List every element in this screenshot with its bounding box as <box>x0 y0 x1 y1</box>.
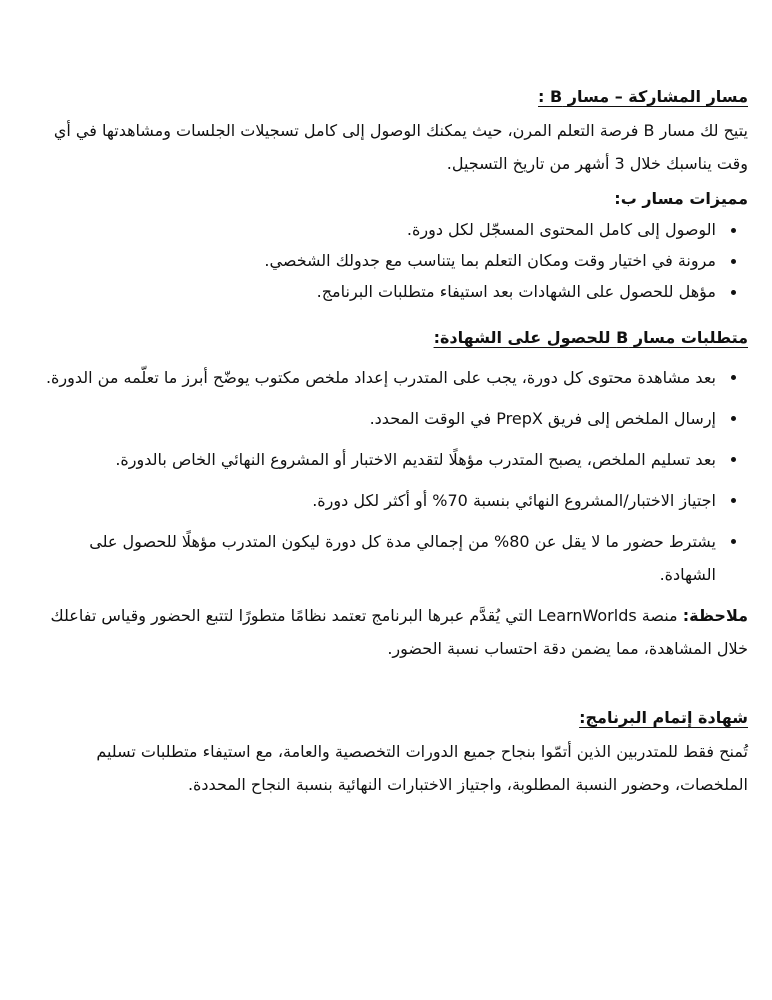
track-b-features-list <box>40 214 748 307</box>
requirements-list <box>40 361 748 591</box>
document-page <box>40 84 748 801</box>
requirements-heading <box>40 325 748 351</box>
track-b-intro: يتيح لك مسار B فرصة التعلم المرن، حيث يمكنك الوصول إلى كامل تسجيلات الجلسات ومشاهدتها في أي وقت يناسبك خلال 3 أشهر من تاريخ التسجيل. <box>53 121 748 173</box>
completion-certificate-body: تُمنح فقط للمتدربين الذين أتمّوا بنجاح جميع الدورات التخصصية والعامة، مع استيفاء متطلبات تسليم الملخصات، وحضور النسبة المطلوبة، واجتياز الاختبارات النهائية بنسبة النجاح المحددة. <box>96 742 748 794</box>
requirements-heading-text: متطلبات مسار B للحصول على الشهادة: <box>433 328 748 347</box>
note-text: منصة LearnWorlds التي يُقدَّم عبرها البرنامج تعتمد نظامًا متطورًا لتتبع الحضور وقياس تفاعلك خلال المشاهدة، مما يضمن دقة احتساب نسبة الحضور. <box>50 606 748 658</box>
requirement-item: بعد تسليم الملخص، يصبح المتدرب مؤهلًا لتقديم الاختبار أو المشروع النهائي الخاص بالدورة. <box>40 443 748 476</box>
track-b-features-heading: مميزات مسار ب: <box>614 189 748 208</box>
track-b-heading-text: مسار المشاركة – مسار B : <box>538 87 748 106</box>
feature-item: الوصول إلى كامل المحتوى المسجّل لكل دورة. <box>40 214 748 245</box>
requirement-item: إرسال الملخص إلى فريق PrepX في الوقت المحدد. <box>40 402 748 435</box>
note-label: ملاحظة: <box>682 606 748 625</box>
track-b-heading <box>40 84 748 110</box>
requirement-item: بعد مشاهدة محتوى كل دورة، يجب على المتدرب إعداد ملخص مكتوب يوضّح أبرز ما تعلّمه من الدورة. <box>40 361 748 394</box>
completion-certificate-heading <box>40 705 748 731</box>
feature-item: مؤهل للحصول على الشهادات بعد استيفاء متطلبات البرنامج. <box>40 276 748 307</box>
requirement-item: اجتياز الاختبار/المشروع النهائي بنسبة 70% أو أكثر لكل دورة. <box>40 484 748 517</box>
requirement-item: يشترط حضور ما لا يقل عن 80% من إجمالي مدة كل دورة ليكون المتدرب مؤهلًا للحصول على الشهادة. <box>40 525 748 591</box>
completion-certificate-heading-text: شهادة إتمام البرنامج: <box>579 708 748 727</box>
attendance-note <box>40 599 748 665</box>
feature-item: مرونة في اختيار وقت ومكان التعلم بما يتناسب مع جدولك الشخصي. <box>40 245 748 276</box>
